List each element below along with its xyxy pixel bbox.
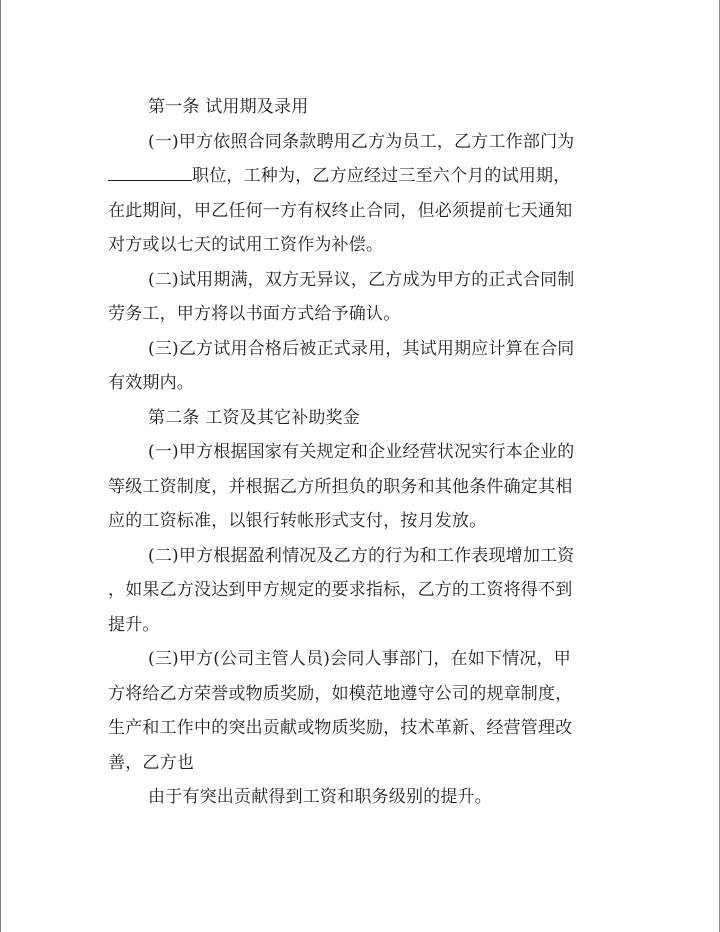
- article-2-clause-2-line-1: (二)甲方根据盈利情况及乙方的行为和工作表现增加工资: [148, 545, 575, 566]
- article-1-clause-2-line-1: (二)试用期满，双方无异议，乙方成为甲方的正式合同制: [148, 269, 575, 290]
- article-2-heading: 第二条 工资及其它补助奖金: [148, 407, 361, 428]
- article-1-clause-1-line-2: [108, 159, 618, 194]
- page-left-border: [0, 0, 1, 932]
- article-2-clause-3-line-4: 善，乙方也: [108, 752, 194, 773]
- article-1-clause-1-line-4: 对方或以七天的试用工资作为补偿。: [108, 235, 384, 255]
- article-2-clause-3-line-2: 方将给乙方荣誉或物质奖励，如模范地遵守公司的规章制度，: [108, 683, 573, 704]
- article-2-clause-3-line-1: (三)甲方(公司主管人员)会同人事部门，在如下情况，甲: [148, 649, 571, 669]
- article-1-clause-3-line-1: (三)乙方试用合格后被正式录用，其试用期应计算在合同: [148, 338, 575, 359]
- article-1-clause-1-line-3: 在此期间，甲乙任何一方有权终止合同，但必须提前七天通知: [108, 200, 573, 221]
- article-1-clause-3-line-2: 有效期内。: [108, 373, 194, 393]
- article-2-clause-1-line-1: (一)甲方根据国家有关规定和企业经营状况实行本企业的: [148, 442, 575, 462]
- article-2-clause-3-line-3: 生产和工作中的突出贡献或物质奖励，技术革新、经营管理改: [108, 718, 573, 738]
- article-1-clause-1-line-1: (一)甲方依照合同条款聘用乙方为员工，乙方工作部门为: [148, 131, 575, 152]
- article-1-heading: 第一条 试用期及录用: [148, 97, 309, 117]
- article-2-clause-1-line-3: 应的工资标准，以银行转帐形式支付，按月发放。: [108, 511, 487, 531]
- article-1-clause-2-line-2: 劳务工，甲方将以书面方式给予确认。: [108, 304, 401, 324]
- article-1-clause-1-line-2-text: 职位，工种为，乙方应经过三至六个月的试用期，: [192, 166, 571, 186]
- article-2-clause-2-line-3: 提升。: [108, 614, 160, 635]
- article-2-clause-1-line-2: 等级工资制度，并根据乙方所担负的职务和其他条件确定其相: [108, 476, 573, 497]
- document-body: [108, 90, 618, 815]
- blank-fill-line: [108, 163, 192, 181]
- article-2-clause-4-line-1: 由于有突出贡献得到工资和职务级别的提升。: [148, 787, 492, 807]
- article-2-clause-2-line-2: ，如果乙方没达到甲方规定的要求指标，乙方的工资将得不到: [108, 580, 573, 600]
